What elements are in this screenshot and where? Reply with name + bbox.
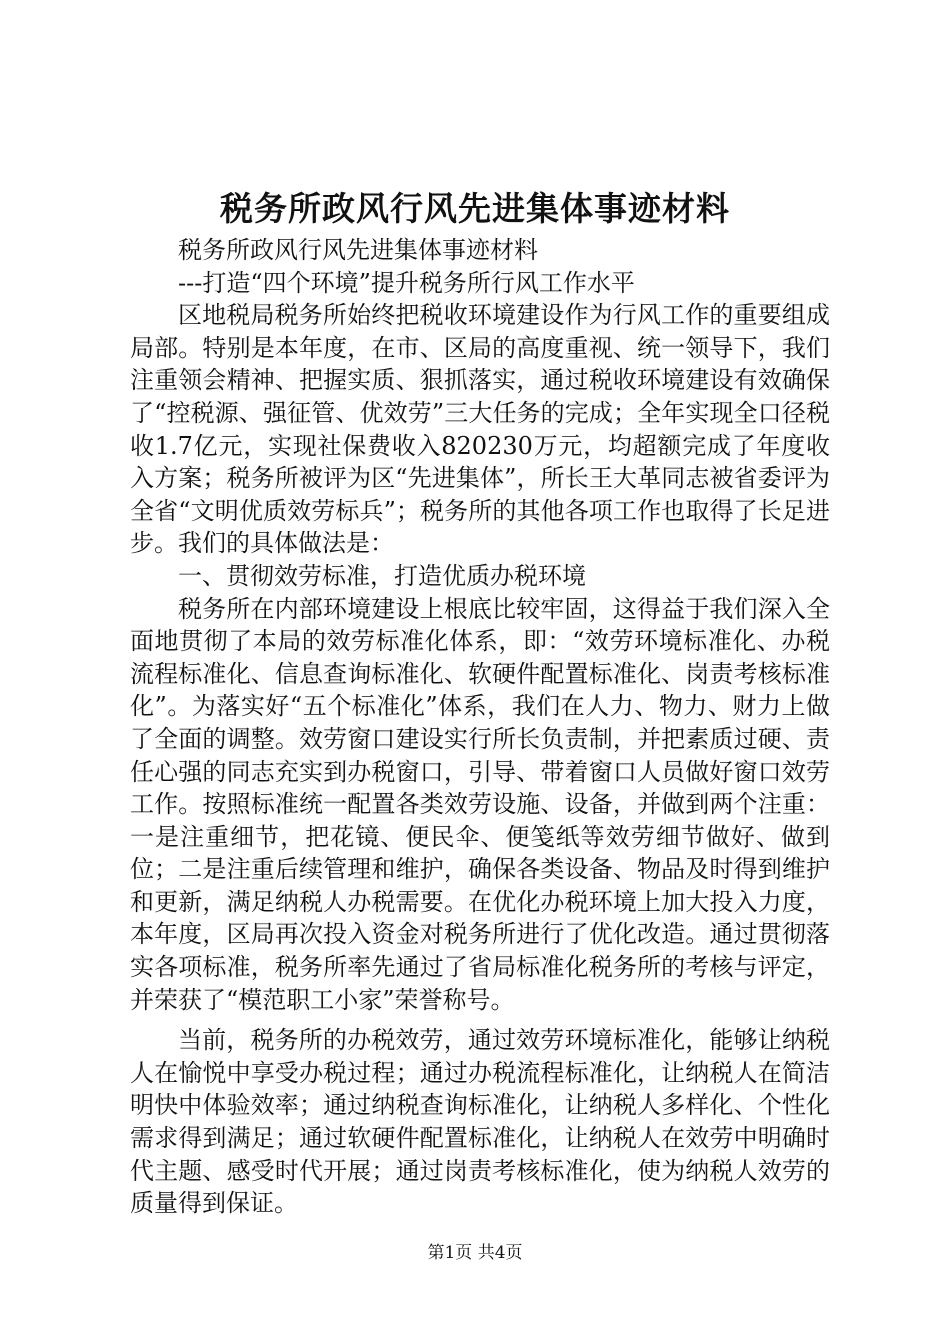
section-heading: 一、贯彻效劳标准，打造优质办税环境 [178,561,586,590]
paragraph-service-standard: 税务所在内部环境建设上根底比较牢固，这得益于我们深入全面地贯彻了本局的效劳标准化体系，即：“效劳环境标准化、办税流程标准化、信息查询标准化、软硬件配置标准化、岗责考核标准化”。为落实好“五个标准化”体系，我们在人力、物力、财力上做了全面的调整。效劳窗口建设实行所长负责制，并把素质过硬、责任心强的同志充实到办税窗口，引导、带着窗口人员做好窗口效劳工作。按照标准统一配置各类效劳设施、设备，并做到两个注重：一是注重细节，把花镜、便民伞、便笺纸等效劳细节做好、做到位；二是注重后续管理和维护，确保各类设备、物品及时得到维护和更新，满足纳税人办税需要。在优化办税环境上加大投入力度，本年度，区局再次投入资金对税务所进行了优化改造。通过贯彻落实各项标准，税务所率先通过了省局标准化税务所的考核与评定，并荣获了“模范职工小家”荣誉称号。 [130,594,830,1014]
document-body [130,234,830,1220]
paragraph-current: 当前，税务所的办税效劳，通过效劳环境标准化，能够让纳税人在愉悦中享受办税过程；通过办税流程标准化，让纳税人在简洁明快中体验效率；通过纳税查询标准化，让纳税人多样化、个性化需求得到满足；通过软硬件配置标准化，让纳税人在效劳中明确时代主题、感受时代开展；通过岗责考核标准化，使为纳税人效劳的质量得到保证。 [130,1026,830,1218]
page-footer: 第1页 共4页 [427,1243,523,1263]
document-title: 税务所政风行风先进集体事迹材料 [220,189,730,228]
subtitle-theme-line: ---打造“四个环境”提升税务所行风工作水平 [178,268,635,297]
paragraph-intro: 区地税局税务所始终把税收环境建设作为行风工作的重要组成局部。特别是本年度，在市、区局的高度重视、统一领导下，我们注重领会精神、把握实质、狠抓落实，通过税收环境建设有效确保了“控税源、强征管、优效劳”三大任务的完成；全年实现全口径税收1.7亿元，实现社保费收入820230万元，均超额完成了年度收入方案；税务所被评为区“先进集体”，所长王大革同志被省委评为全省“文明优质效劳标兵”；税务所的其他各项工作也取得了长足进步。我们的具体做法是： [130,301,830,558]
subtitle-line: 税务所政风行风先进集体事迹材料 [178,236,538,264]
